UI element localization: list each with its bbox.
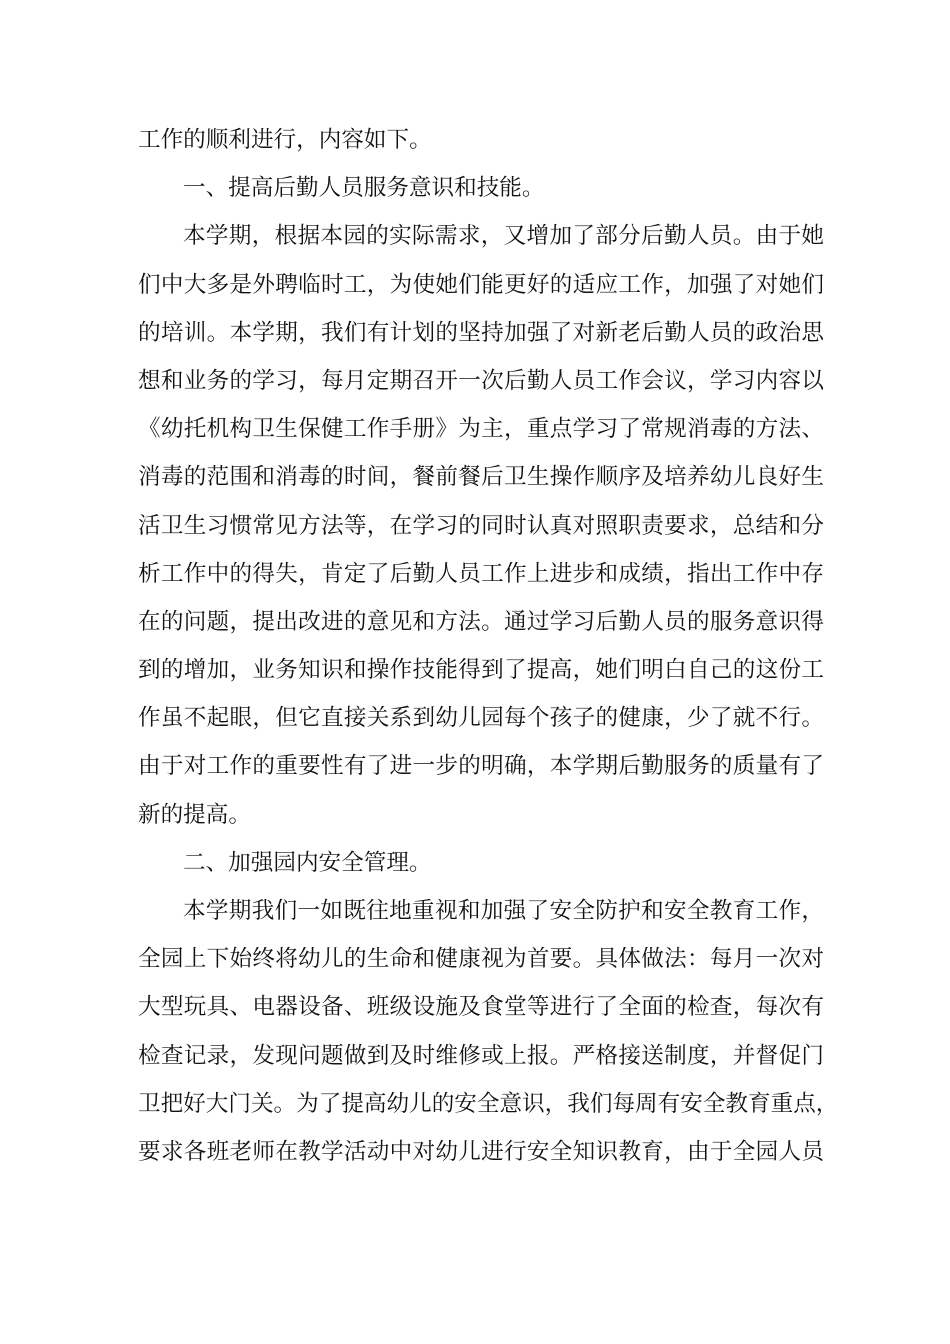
text-line: 的培训。本学期，我们有计划的坚持加强了对新老后勤人员的政治思 <box>138 319 824 346</box>
section-heading-1: 一、提高后勤人员服务意识和技能。 <box>183 175 545 202</box>
text-line: 卫把好大门关。为了提高幼儿的安全意识，我们每周有安全教育重点， <box>138 1090 839 1117</box>
text-line: 活卫生习惯常见方法等，在学习的同时认真对照职责要求，总结和分 <box>138 512 824 539</box>
text-line: 由于对工作的重要性有了进一步的明确，本学期后勤服务的质量有了 <box>138 753 824 780</box>
text-line: 《幼托机构卫生保健工作手册》为主，重点学习了常规消毒的方法、 <box>138 416 824 443</box>
text-line: 们中大多是外聘临时工，为使她们能更好的适应工作，加强了对她们 <box>138 271 824 298</box>
text-line: 全园上下始终将幼儿的生命和健康视为首要。具体做法：每月一次对 <box>138 946 824 973</box>
text-line: 到的增加，业务知识和操作技能得到了提高，她们明白自己的这份工 <box>138 657 824 684</box>
text-line: 新的提高。 <box>138 801 251 828</box>
document-body <box>138 116 839 1176</box>
text-line: 要求各班老师在教学活动中对幼儿进行安全知识教育，由于全园人员 <box>138 1138 824 1165</box>
text-line: 大型玩具、电器设备、班级设施及食堂等进行了全面的检查，每次有 <box>138 994 824 1021</box>
text-line: 检查记录，发现问题做到及时维修或上报。严格接送制度，并督促门 <box>138 1042 824 1069</box>
text-line: 工作的顺利进行，内容如下。 <box>138 127 432 153</box>
text-line: 本学期我们一如既往地重视和加强了安全防护和安全教育工作， <box>183 898 824 924</box>
text-line: 作虽不起眼，但它直接关系到幼儿园每个孩子的健康，少了就不行。 <box>138 705 824 732</box>
text-line: 析工作中的得失，肯定了后勤人员工作上进步和成绩，指出工作中存 <box>138 560 824 587</box>
text-line: 消毒的范围和消毒的时间，餐前餐后卫生操作顺序及培养幼儿良好生 <box>138 464 824 491</box>
text-line: 想和业务的学习，每月定期召开一次后勤人员工作会议，学习内容以 <box>138 367 824 394</box>
section-heading-2: 二、加强园内安全管理。 <box>183 849 432 876</box>
text-line: 在的问题，提出改进的意见和方法。通过学习后勤人员的服务意识得 <box>138 608 824 635</box>
text-line: 本学期，根据本园的实际需求，又增加了部分后勤人员。由于她 <box>183 223 824 250</box>
